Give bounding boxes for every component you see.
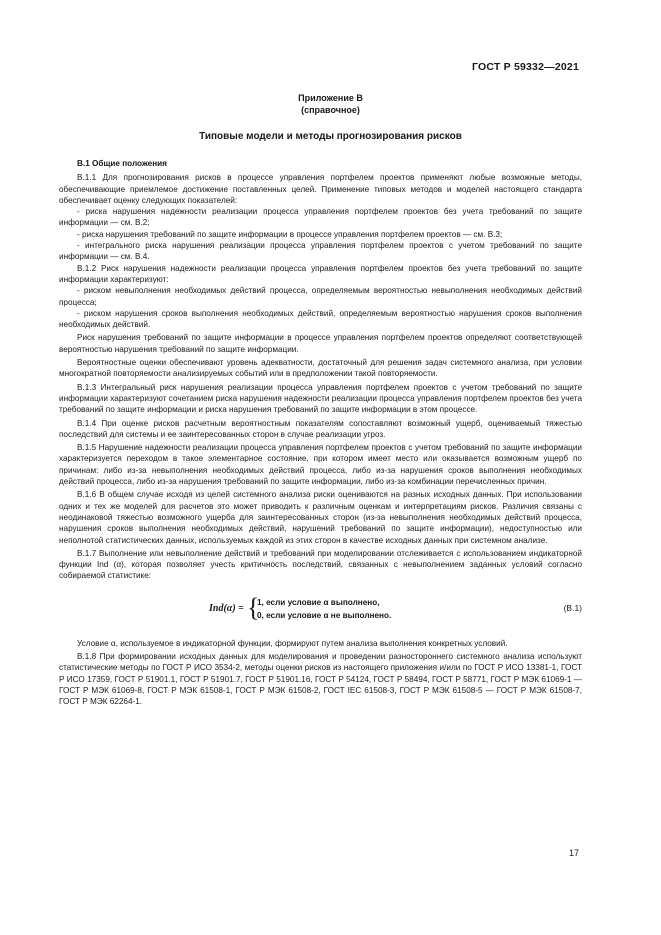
formula-case-2: 0, если условие α не выполнено.: [257, 610, 392, 620]
formula-cases: [257, 596, 391, 622]
paragraph-b13: В.1.3 Интегральный риск нарушения реализации процесса управления портфелем проектов с учетом требований по защите информации характеризуют сочетанием риска нарушения надежности реализации процесса управления портфелем проектов без учета требований по защите информации и риска нарушения требований по защите информации в этом процессе.: [59, 382, 582, 415]
brace-symbol: {: [247, 592, 260, 622]
paragraph: Условие α, используемое в индикаторной функции, формируют путем анализа выполнения конкретных условий.: [77, 638, 508, 648]
document-body: [59, 158, 582, 707]
paragraph-b17: В.1.7 Выполнение или невыполнение действий и требований при моделировании отслеживается с использованием индикаторной функции Ind (α), которая позволяет учесть критичность последствий, связанных с невыполнением заданных условий согласно собираемой статистике:: [59, 548, 582, 581]
formula-number: (В.1): [563, 602, 582, 613]
list-item: - риском нарушения сроков выполнения необходимых действий, определяемым вероятностью нарушения сроков выполнения необходимых действий.: [59, 308, 582, 330]
paragraph-b15: В.1.5 Нарушение надежности реализации процесса управления портфелем проектов с учетом требований по защите информации характеризуется переходом в такое элементарное состояние, при котором имеет место или оказывается возможным ущерб по причинам: либо из-за невыполнения необходимых действий процесса, либо из-за нарушения сроков выполнения необходимых действий процесса, либо из-за нарушения требований по защите информации, либо из-за комбинации перечисленных причин.: [59, 443, 582, 487]
annex-heading: [0, 93, 661, 116]
list-item: - интегрального риска нарушения реализации процесса управления портфелем проектов с учетом требований по защите информации — см. В.4.: [59, 241, 582, 262]
formula-case-1: 1, если условие α выполнено,: [257, 597, 380, 607]
paragraph: Вероятностные оценки обеспечивают уровень адекватности, достаточный для решения задач системного анализа, при условии многократной повторяемости анализируемых событий или в предположении такой повторяемости.: [59, 358, 582, 379]
formula-b1: [59, 594, 582, 628]
list-item: - риска нарушения требований по защите информации в процессе управления портфелем проектов — см. В.3;: [77, 229, 503, 239]
paragraph-b14: В.1.4 При оценке рисков расчетным вероятностным показателям сопоставляют возможный ущерб, оцениваемый тяжестью последствий для системы и ее заинтересованных сторон в случае реализации угроз.: [59, 418, 582, 439]
annex-title: Приложение В: [298, 93, 363, 103]
paragraph-b12: В.1.2 Риск нарушения надежности реализации процесса управления портфелем проектов без учета требований по защите информации характеризуют:: [59, 263, 582, 284]
paragraph-b11: В.1.1 Для прогнозирования рисков в процессе управления портфелем проектов применяют любые возможные методы, обеспечивающие приемлемое достижение поставленных целей. Применение типовых методов и моделей настоящего стандарта обеспечивает оценку следующих показателей:: [59, 173, 582, 205]
paragraph: Риск нарушения требований по защите информации в процессе управления портфелем проектов определяют соответствующей вероятностью нарушения требований по защите информации.: [59, 333, 582, 354]
standard-header: ГОСТ Р 59332—2021: [471, 61, 579, 73]
list-item: - риском невыполнения необходимых действий процесса, определяемым вероятностью невыполнения необходимых действий процесса;: [59, 286, 582, 307]
subsection-heading: В.1 Общие положения: [77, 159, 167, 168]
paragraph-b16: В.1.6 В общем случае исходя из целей системного анализа риски оцениваются на разных исходных данных. При использовании одних и тех же моделей для расчетов это может приводить к различным оценкам и интерпретациям рисков. Различия связаны с неодинаковой тяжестью возможного ущерба для заинтересованных сторон (из-за невыполнения необходимых действий процесса, нарушения сроков выполнения необходимых действий, нарушений требований по защите информации), недоступностью или неполнотой статистических данных, используемых каждой из этих сторон в качестве исходных данных при системном анализе.: [59, 490, 582, 545]
section-title: Типовые модели и методы прогнозирования рисков: [199, 131, 462, 142]
paragraph-b18: В.1.8 При формировании исходных данных для моделирования и проведении разностороннего системного анализа используют статистические методы по ГОСТ Р ИСО 3534-2, методы оценки рисков из настоящего приложения и/или по ГОСТ Р ИСО 13381-1, ГОСТ Р ИСО 17359, ГОСТ Р 51901.1, ГОСТ Р 51901.7, ГОСТ Р 51901.16, ГОСТ Р 54124, ГОСТ Р 58494, ГОСТ Р 58771, ГОСТ Р МЭК 61069-1 — ГОСТ Р МЭК 61069-8, ГОСТ Р МЭК 61508-1, ГОСТ Р МЭК 61508-2, ГОСТ IEC 61508-3, ГОСТ Р МЭК 61508-5 — ГОСТ Р МЭК 61508-7, ГОСТ Р МЭК 62264-1.: [59, 651, 582, 707]
list-item: - риска нарушения надежности реализации процесса управления портфелем проектов без учета требований по защите информации — см. В.2;: [59, 207, 582, 228]
page-number: 17: [568, 848, 579, 858]
formula-lhs: Ind(α) =: [209, 602, 244, 614]
annex-subtitle: (справочное): [301, 104, 360, 115]
